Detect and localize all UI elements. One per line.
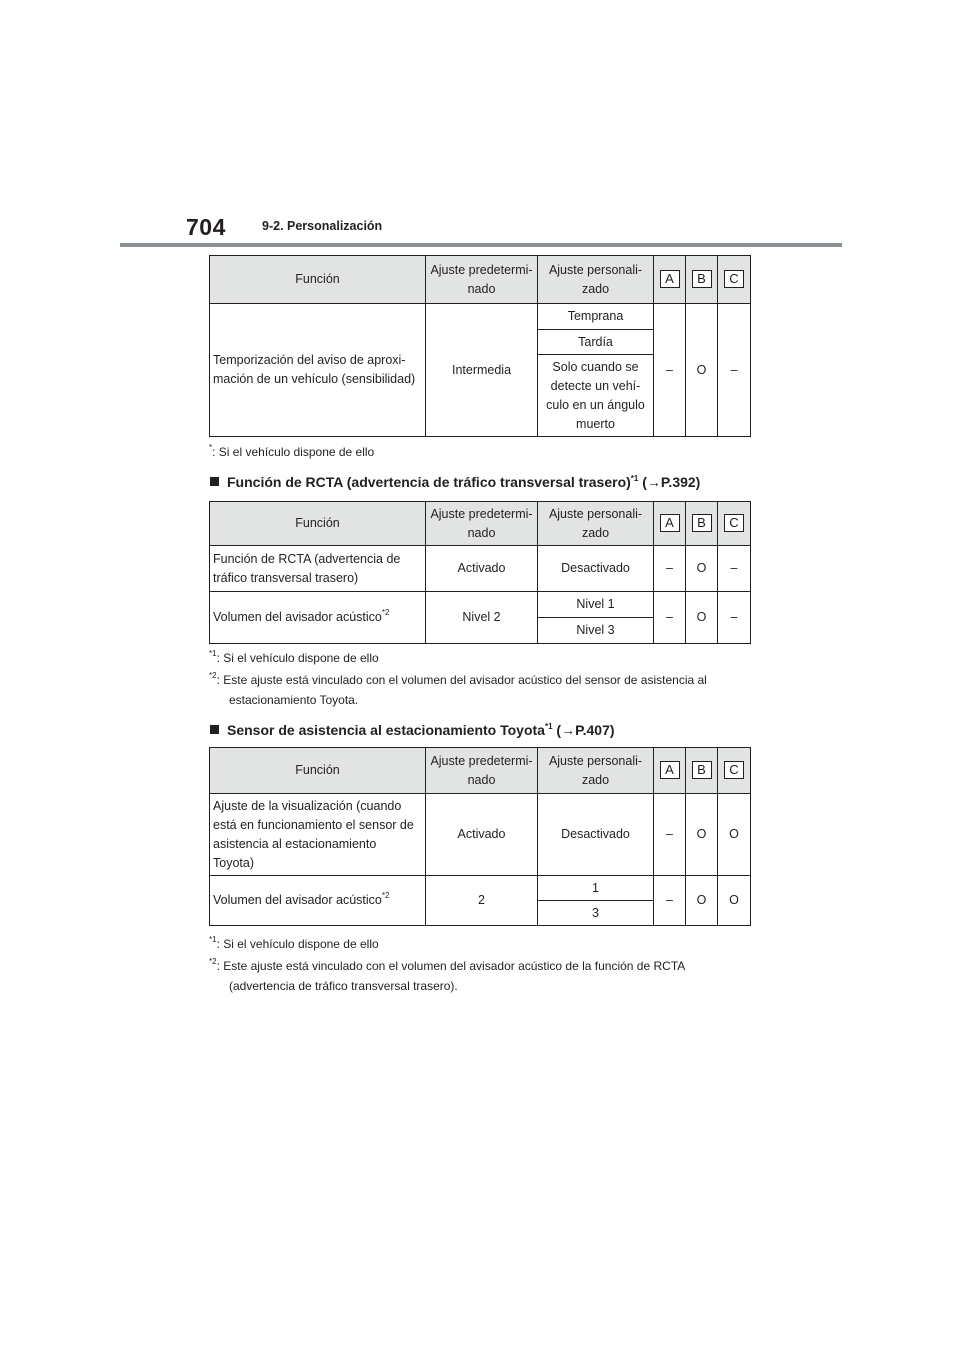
- table-approach-warning: [209, 255, 751, 437]
- col-c: C: [718, 748, 751, 794]
- c-cell: O: [718, 876, 751, 926]
- col-a: A: [654, 748, 686, 794]
- option-cell: Solo cuando se detecte un vehí- culo en un ángulo muerto: [538, 355, 654, 437]
- option-cell: 3: [538, 901, 654, 926]
- section-heading-parking-sensor: Sensor de asistencia al estacionamiento Toyota$^{*1}$ (→P.407): [210, 722, 615, 738]
- col-b: B: [686, 748, 718, 794]
- footnote: $^{*2}$: Este ajuste está vinculado con el volumen del avisador acústico de la función de RCTA: [209, 957, 686, 973]
- table-row: [210, 304, 751, 330]
- c-cell: –: [718, 592, 751, 644]
- a-cell: –: [654, 546, 686, 592]
- table-row: [210, 794, 751, 876]
- section-title: 9-2. Personalización: [262, 219, 383, 233]
- a-cell: –: [654, 304, 686, 437]
- col-b: B: [686, 502, 718, 546]
- option-cell: Tardía: [538, 330, 654, 355]
- default-cell: Intermedia: [426, 304, 538, 437]
- a-cell: –: [654, 592, 686, 644]
- function-cell: Volumen del avisador acústico$^{*2}$: [210, 592, 426, 644]
- col-funcion: Función: [210, 256, 426, 304]
- footnote: $^{*1}$: Si el vehículo dispone de ello: [209, 649, 379, 665]
- b-cell: O: [686, 592, 718, 644]
- col-default: Ajuste predetermi- nado: [426, 748, 538, 794]
- default-cell: Activado: [426, 794, 538, 876]
- table-header-row: [210, 256, 751, 304]
- b-cell: O: [686, 876, 718, 926]
- col-custom: Ajuste personali- zado: [538, 748, 654, 794]
- a-cell: –: [654, 794, 686, 876]
- custom-cell: Desactivado: [538, 546, 654, 592]
- col-b: B: [686, 256, 718, 304]
- footnote: $^{*2}$: Este ajuste está vinculado con el volumen del avisador acústico del sensor de asistencia al: [209, 671, 707, 687]
- footnote-continuation: (advertencia de tráfico transversal trasero).: [229, 979, 458, 993]
- custom-cell: Desactivado: [538, 794, 654, 876]
- col-a: A: [654, 502, 686, 546]
- option-cell: Nivel 3: [538, 618, 654, 644]
- function-cell: Función de RCTA (advertencia de tráfico transversal trasero): [210, 546, 426, 592]
- col-funcion: Función: [210, 502, 426, 546]
- c-cell: O: [718, 794, 751, 876]
- page-number: 704: [186, 214, 226, 240]
- col-default: Ajuste predetermi- nado: [426, 502, 538, 546]
- table-row: [210, 592, 751, 618]
- table-row: [210, 546, 751, 592]
- table-header-row: [210, 502, 751, 546]
- function-cell: Ajuste de la visualización (cuando está en funcionamiento el sensor de asistencia al estacionamiento Toyota): [210, 794, 426, 876]
- col-c: C: [718, 256, 751, 304]
- default-cell: Nivel 2: [426, 592, 538, 644]
- section-heading-rcta: Función de RCTA (advertencia de tráfico transversal trasero)$^{*1}$ (→P.392): [210, 474, 700, 490]
- col-default: Ajuste predetermi- nado: [426, 256, 538, 304]
- square-bullet-icon: [210, 477, 219, 486]
- col-funcion: Función: [210, 748, 426, 794]
- footnote-continuation: estacionamiento Toyota.: [229, 693, 359, 707]
- function-cell: Volumen del avisador acústico$^{*2}$: [210, 876, 426, 926]
- b-cell: O: [686, 794, 718, 876]
- header-rule: [120, 243, 842, 247]
- table-header-row: [210, 748, 751, 794]
- col-c: C: [718, 502, 751, 546]
- function-cell: Temporización del aviso de aproxi- mación de un vehículo (sensibilidad): [210, 304, 426, 437]
- option-cell: Nivel 1: [538, 592, 654, 618]
- default-cell: 2: [426, 876, 538, 926]
- table-rcta: [209, 501, 751, 644]
- option-cell: Temprana: [538, 304, 654, 330]
- square-bullet-icon: [210, 725, 219, 734]
- footnote: *: Si el vehículo dispone de ello: [209, 443, 375, 459]
- b-cell: O: [686, 304, 718, 437]
- col-custom: Ajuste personali- zado: [538, 502, 654, 546]
- option-cell: 1: [538, 876, 654, 901]
- col-custom: Ajuste personali- zado: [538, 256, 654, 304]
- default-cell: Activado: [426, 546, 538, 592]
- col-a: A: [654, 256, 686, 304]
- c-cell: –: [718, 304, 751, 437]
- a-cell: –: [654, 876, 686, 926]
- footnote: $^{*1}$: Si el vehículo dispone de ello: [209, 935, 379, 951]
- table-parking-sensor: [209, 747, 751, 926]
- c-cell: –: [718, 546, 751, 592]
- b-cell: O: [686, 546, 718, 592]
- table-row: [210, 876, 751, 901]
